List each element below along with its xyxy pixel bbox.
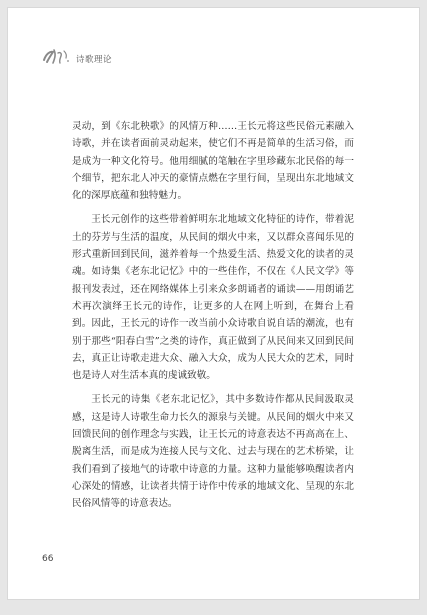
paragraph-2: 王长元创作的这些带着鲜明东北地域文化特征的诗作，带着泥土的芬芳与生活的温度，从民间的烟火中来，又以群众喜闻乐见的形式重新回到民间，滋养着每一个热爱生活、热爱文化的读者的灵魂。如诗集《老东北记忆》中的一些佳作，不仅在《人民文学》等报刊发表过，还在网络媒体上引来众多朗诵者的诵读——用朗诵艺术再次演绎王长元的诗作，让更多的人在网上听到，在舞台上看到。因此，王长元的诗作一改当前小众诗歌自说自话的潮流，也有别于那些“阳春白雪”之类的诗作，真正做到了从民间来又回到民间去，真正让诗歌走进大众、融入大众，成为人民大众的艺术，同时也是诗人对生活本真的虔诚致敬。 bbox=[72, 214, 354, 382]
body-text bbox=[72, 118, 354, 520]
book-page bbox=[8, 8, 419, 599]
section-label: 诗歌理论 bbox=[76, 55, 113, 65]
paragraph-1: 灵动，到《东北秧歌》的风情万种……王长元将这些民俗元素融入诗歌，并在读者面前灵动起来，使它们不再是简单的生活习俗，而是成为一种文化符号。他用细腻的笔触在字里珍藏东北民俗的每一个细节，把东北人冲天的豪情点燃在字里行间，呈现出东北地域文化的深厚底蕴和独特魅力。 bbox=[72, 121, 354, 202]
paragraph-3: 王长元的诗集《老东北记忆》，其中多数诗作都从民间汲取灵感，这是诗人诗歌生命力长久的源泉与关键。从民间的烟火中来又回馈民间的创作理念与实践，让王长元的诗意表达不再高高在上、脱离生活，而是成为连接人民与文化、过去与现在的艺术桥梁，让我们看到了接地气的诗歌中诗意的力量。这种力量能够唤醒读者内心深处的情感，让读者共情于诗作中传承的地域文化、呈现的东北民俗风情等的诗意表达。 bbox=[72, 394, 354, 510]
calligraphy-logo-icon bbox=[42, 46, 72, 66]
page-header bbox=[42, 46, 112, 66]
page-number: 66 bbox=[42, 554, 54, 564]
